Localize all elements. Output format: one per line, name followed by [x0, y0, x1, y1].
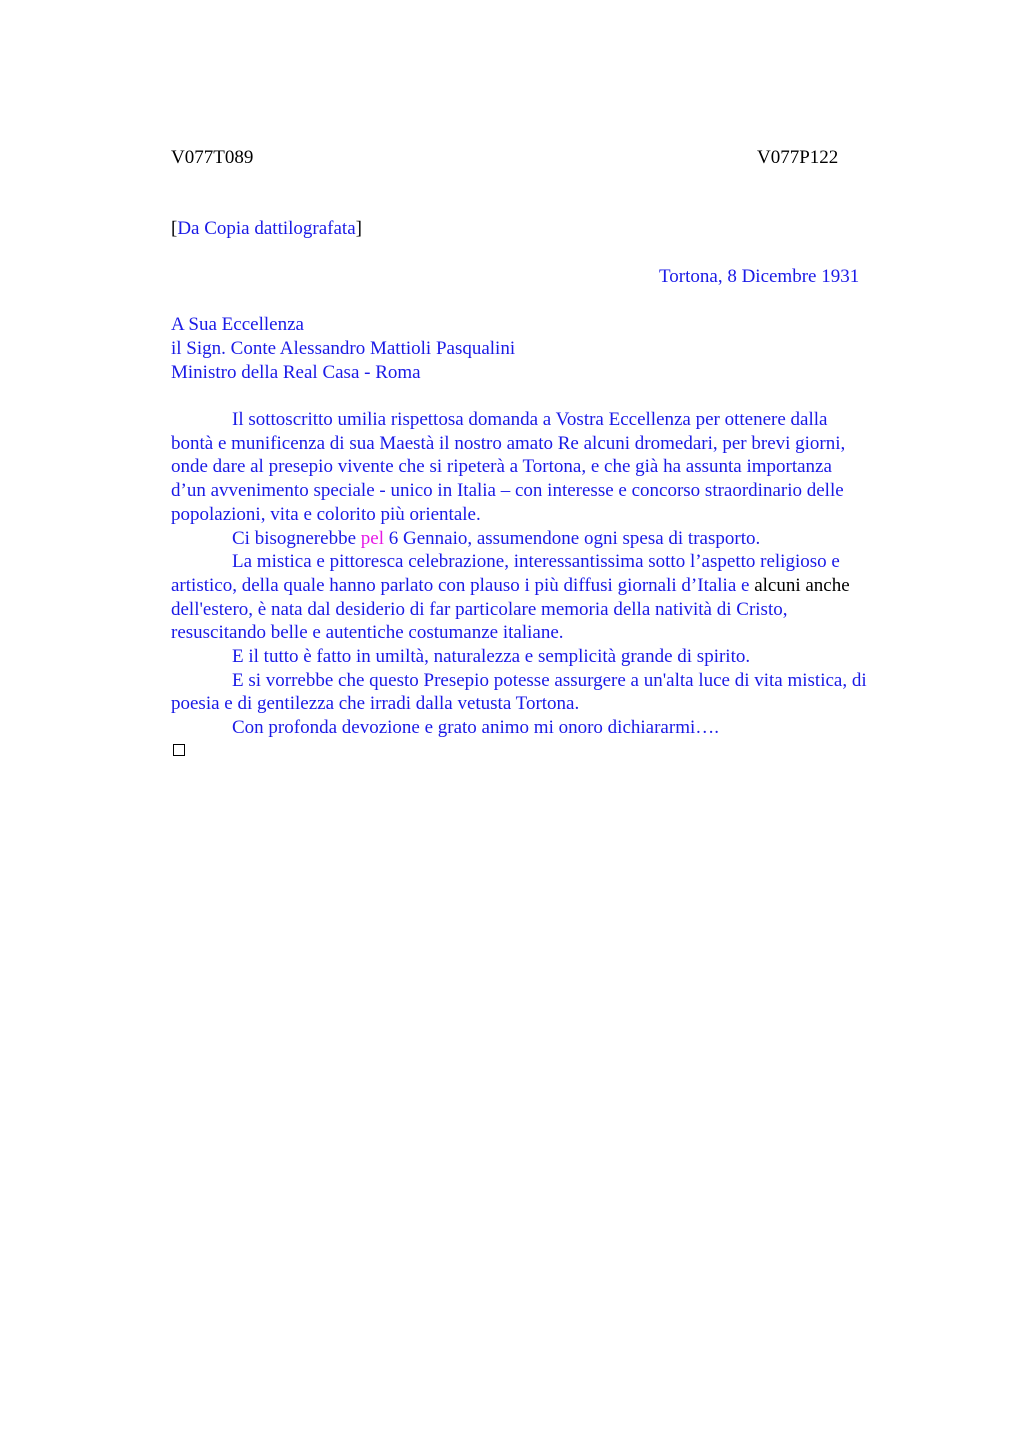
paragraph-3-line-3: dell'estero, è nata dal desiderio di far particolare memoria della natività di Cristo,	[171, 598, 788, 620]
end-marker-box	[173, 744, 185, 756]
paragraph-2-after: 6 Gennaio, assumendone ogni spesa di trasporto.	[383, 527, 761, 549]
source-note-close-bracket: ]	[355, 218, 362, 239]
paragraph-1-line-4: d’un avvenimento speciale - unico in Italia – con interesse e concorso straordinario delle	[171, 480, 844, 502]
paragraph-5-line-1: E si vorrebbe che questo Presepio potesse assurgere a un'alta luce di vita mistica, di	[232, 669, 867, 691]
paragraph-1-line-5: popolazioni, vita e colorito più orientale.	[171, 503, 481, 525]
paragraph-4: E il tutto è fatto in umiltà, naturalezza e semplicità grande di spirito.	[232, 646, 751, 668]
recipient-address	[171, 313, 515, 385]
paragraph-2	[171, 527, 931, 551]
paragraph-6-closing: Con profonda devozione e grato animo mi onoro dichiararmi….	[232, 717, 720, 739]
paragraph-3-line-4: resuscitando belle e autentiche costumanze italiane.	[171, 622, 564, 644]
source-note-text: Da Copia dattilografata	[177, 218, 356, 239]
address-line-2: il Sign. Conte Alessandro Mattioli Pasqualini	[171, 338, 516, 359]
letter-body	[171, 408, 931, 740]
paragraph-2-before: Ci bisognerebbe	[232, 527, 361, 549]
address-line-3: Ministro della Real Casa - Roma	[171, 362, 421, 383]
paragraph-3-line-2	[171, 574, 931, 598]
document-code-right: V077P122	[757, 147, 839, 168]
source-note	[171, 218, 362, 240]
paragraph-3-line-2-black: alcuni anche	[754, 574, 850, 596]
paragraph-3-line-1: La mistica e pittoresca celebrazione, interessantissima sotto l’aspetto religioso e	[232, 551, 840, 573]
highlighted-word: pel	[360, 527, 384, 549]
source-note-open-bracket: [	[171, 218, 178, 239]
paragraph-5-line-2: poesia e di gentilezza che irradi dalla vetusta Tortona.	[171, 693, 580, 715]
paragraph-3-line-2-blue: artistico, della quale hanno parlato con plauso i più diffusi giornali d’Italia e	[171, 574, 755, 596]
address-line-1: A Sua Eccellenza	[171, 314, 304, 335]
paragraph-1-line-2: bontà e munificenza di sua Maestà il nostro amato Re alcuni dromedari, per brevi giorni,	[171, 432, 846, 454]
document-code-left: V077T089	[171, 147, 254, 168]
paragraph-1-line-1: Il sottoscritto umilia rispettosa domanda a Vostra Eccellenza per ottenere dalla	[232, 409, 828, 430]
date-line: Tortona, 8 Dicembre 1931	[659, 266, 860, 287]
paragraph-1-line-3: onde dare al presepio vivente che si ripeterà a Tortona, e che già ha assunta importanza	[171, 456, 832, 478]
